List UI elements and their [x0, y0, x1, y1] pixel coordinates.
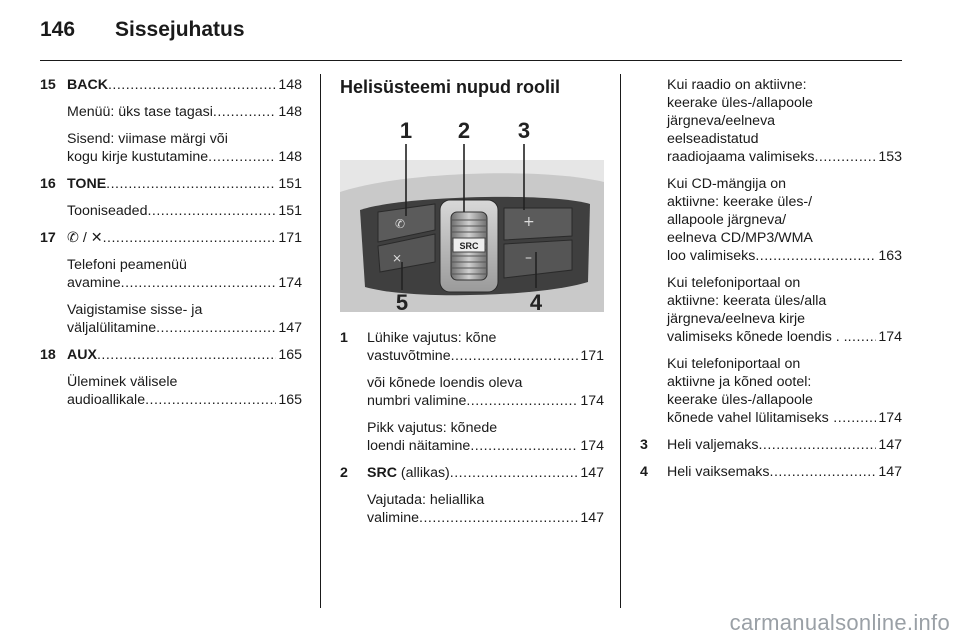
column-divider-2 — [620, 74, 621, 608]
sub-entry — [40, 103, 302, 121]
column-right — [640, 76, 902, 490]
mute-icon: ⨯ — [392, 251, 403, 265]
page-reference: 151 — [278, 203, 302, 219]
page-reference: 148 — [278, 104, 302, 120]
page-reference: 171 — [580, 348, 604, 364]
entry-text-line: Sisend: viimase märgi või — [67, 131, 228, 147]
leader-dots — [758, 436, 876, 454]
entry-text-line: Pikk vajutus: kõnede — [367, 420, 498, 436]
entry-text-line: Telefoni peamenüü — [67, 257, 187, 273]
entry-text: kogu kirje kustutamine — [67, 149, 209, 165]
entry-text: valimiseks kõnede loendis . . — [667, 329, 848, 345]
page-reference: 147 — [878, 464, 902, 480]
entry-text-line: või kõnede loendis oleva — [367, 375, 523, 391]
entry-line — [67, 346, 302, 364]
leader-dots — [451, 347, 579, 365]
page-reference: 174 — [580, 438, 604, 454]
entry-text-line: allapoole järgneva/ — [667, 212, 787, 228]
entry-text-line: Vajutada: heliallika — [367, 492, 485, 508]
callout-2: 2 — [457, 118, 471, 143]
entry-text-line: Lühike vajutus: kõne — [367, 330, 497, 346]
entry-text-line: keerake üles-/allapoole — [667, 392, 813, 408]
section-title: Helisüsteemi nupud roolil — [340, 77, 561, 97]
index-entry — [40, 76, 302, 94]
leader-dots — [121, 274, 277, 292]
leader-dots — [108, 76, 276, 94]
entry-text-line: aktiivne: keerake üles-/ — [667, 194, 813, 210]
entry-line — [367, 509, 604, 527]
entry-line — [67, 103, 302, 121]
entry-text-line: keerake üles-/allapoole — [667, 95, 813, 111]
sub-entry — [40, 373, 302, 409]
leader-dots — [419, 509, 578, 527]
entry-text: vastuvõtmine — [367, 348, 451, 364]
entry-label: BACK — [67, 77, 108, 93]
index-entry — [640, 463, 902, 481]
sub-entry — [40, 202, 302, 220]
entry-text: audioallikale — [67, 392, 146, 408]
entry-text-line: Üleminek välisele — [67, 374, 178, 390]
leader-dots — [450, 464, 579, 482]
page-reference: 165 — [278, 347, 302, 363]
entry-line — [367, 464, 604, 482]
column-middle — [340, 76, 604, 536]
index-entry — [340, 329, 604, 365]
entry-text-line: Kui CD-mängija on — [667, 176, 787, 192]
entry-number: 15 — [40, 77, 56, 93]
volume-up-button — [504, 208, 572, 240]
leader-dots — [755, 247, 876, 265]
page-reference: 151 — [278, 176, 302, 192]
entry-text: Heli valjemaks — [667, 437, 759, 453]
sub-entry — [640, 175, 902, 265]
entry-text-line: Kui telefoniportaal on — [667, 356, 801, 372]
sub-entry — [40, 130, 302, 166]
steering-controls-illustration — [340, 112, 604, 317]
sub-entry — [340, 374, 604, 410]
leader-dots — [106, 175, 276, 193]
page-reference: 165 — [278, 392, 302, 408]
steering-wheel-controls-figure — [340, 112, 604, 317]
column-divider-1 — [320, 74, 321, 608]
page-reference: 163 — [878, 248, 902, 264]
sub-entry — [640, 274, 902, 346]
entry-number: 3 — [640, 437, 648, 453]
minus-icon: – — [525, 250, 532, 266]
entry-text-line: Vaigistamise sisse- ja — [67, 302, 203, 318]
entry-text-line: Kui telefoniportaal on — [667, 275, 801, 291]
sub-entry — [640, 355, 902, 427]
entry-text-line: aktiivne ja kõned ootel: — [667, 374, 812, 390]
leader-dots — [213, 103, 276, 121]
leader-dots — [97, 346, 276, 364]
entry-line — [367, 392, 604, 410]
entry-text: avamine — [67, 275, 121, 291]
entry-text: loendi näitamine — [367, 438, 471, 454]
page-reference: 174 — [878, 410, 902, 426]
entry-line — [67, 274, 302, 292]
leader-dots — [208, 148, 276, 166]
page-reference: 148 — [278, 77, 302, 93]
page-reference: 174 — [580, 393, 604, 409]
entry-line — [667, 436, 902, 454]
entry-line — [67, 229, 302, 247]
entry-text: Tooniseaded — [67, 203, 148, 219]
entry-line — [667, 409, 902, 427]
page-reference: 147 — [580, 465, 604, 481]
entry-line — [67, 175, 302, 193]
entry-text-line: Kui raadio on aktiivne: — [667, 77, 807, 93]
entry-text: ✆ / ✕ — [67, 230, 103, 246]
entry-line — [67, 319, 302, 337]
phone-icon: ✆ — [395, 217, 406, 231]
entry-line — [667, 463, 902, 481]
entry-text-line: eelneva CD/MP3/WMA — [667, 230, 813, 246]
sub-entry — [340, 491, 604, 527]
entry-text: numbri valimine — [367, 393, 467, 409]
entry-text: (allikas) — [396, 465, 450, 481]
page-reference: 148 — [278, 149, 302, 165]
entry-text-line: järgneva/eelneva kirje — [667, 311, 806, 327]
callout-5: 5 — [395, 290, 409, 315]
plus-icon: + — [523, 214, 535, 230]
leader-dots — [848, 328, 877, 346]
leader-dots — [814, 148, 876, 166]
page-reference: 153 — [878, 149, 902, 165]
entry-text: raadiojaama valimiseks — [667, 149, 815, 165]
leader-dots — [145, 391, 276, 409]
entry-line — [67, 76, 302, 94]
callout-1: 1 — [399, 118, 413, 143]
callout-3: 3 — [517, 118, 531, 143]
leader-dots — [103, 229, 277, 247]
entry-text: loo valimiseks — [667, 248, 756, 264]
middle-entries — [340, 329, 604, 527]
index-entry — [340, 464, 604, 482]
page-reference: 174 — [878, 329, 902, 345]
entry-text: väljalülitamine — [67, 320, 157, 336]
entry-line — [67, 391, 302, 409]
entry-line — [367, 437, 604, 455]
sub-entry — [40, 256, 302, 292]
entry-line — [67, 148, 302, 166]
leader-dots — [156, 319, 276, 337]
sub-entry — [640, 76, 902, 166]
page-reference: 147 — [278, 320, 302, 336]
callout-4: 4 — [529, 290, 543, 315]
entry-label: TONE — [67, 176, 107, 192]
entry-text: Heli vaiksemaks — [667, 464, 770, 480]
entry-text-line: aktiivne: keerata üles/alla — [667, 293, 827, 309]
sub-entry — [340, 419, 604, 455]
entry-number: 1 — [340, 330, 348, 346]
leader-dots — [147, 202, 276, 220]
sub-entry — [40, 301, 302, 337]
entry-number: 18 — [40, 347, 56, 363]
page-number: 146 — [40, 18, 76, 41]
src-label: SRC — [459, 241, 479, 251]
page-header — [40, 18, 900, 58]
entry-text: Menüü: üks tase tagasi — [67, 104, 213, 120]
entry-text: valimine — [367, 510, 420, 526]
entry-number: 17 — [40, 230, 56, 246]
page-reference: 174 — [278, 275, 302, 291]
leader-dots — [847, 409, 877, 427]
entry-line — [367, 347, 604, 365]
index-entry — [640, 436, 902, 454]
entry-label: AUX — [67, 347, 97, 363]
entry-line — [667, 328, 902, 346]
entry-text-line: järgneva/eelneva — [667, 113, 776, 129]
entry-text-line: eelseadistatud — [667, 131, 759, 147]
watermark: carmanualsonline.info — [729, 610, 950, 635]
entry-line — [667, 247, 902, 265]
page-reference: 147 — [580, 510, 604, 526]
leader-dots — [466, 392, 578, 410]
page-reference: 147 — [878, 437, 902, 453]
page-reference: 171 — [278, 230, 302, 246]
leader-dots — [470, 437, 578, 455]
chapter-title: Sissejuhatus — [115, 18, 245, 41]
entry-number: 4 — [640, 464, 648, 480]
column-left — [40, 76, 302, 418]
entry-text: kõnede vahel lülitamiseks … — [667, 410, 847, 426]
entry-number: 16 — [40, 176, 56, 192]
header-rule — [40, 60, 902, 61]
entry-number: 2 — [340, 465, 348, 481]
index-entry — [40, 229, 302, 247]
entry-label: SRC — [367, 465, 397, 481]
index-entry — [40, 175, 302, 193]
entry-line — [67, 202, 302, 220]
entry-line — [667, 148, 902, 166]
index-entry — [40, 346, 302, 364]
leader-dots — [770, 463, 877, 481]
